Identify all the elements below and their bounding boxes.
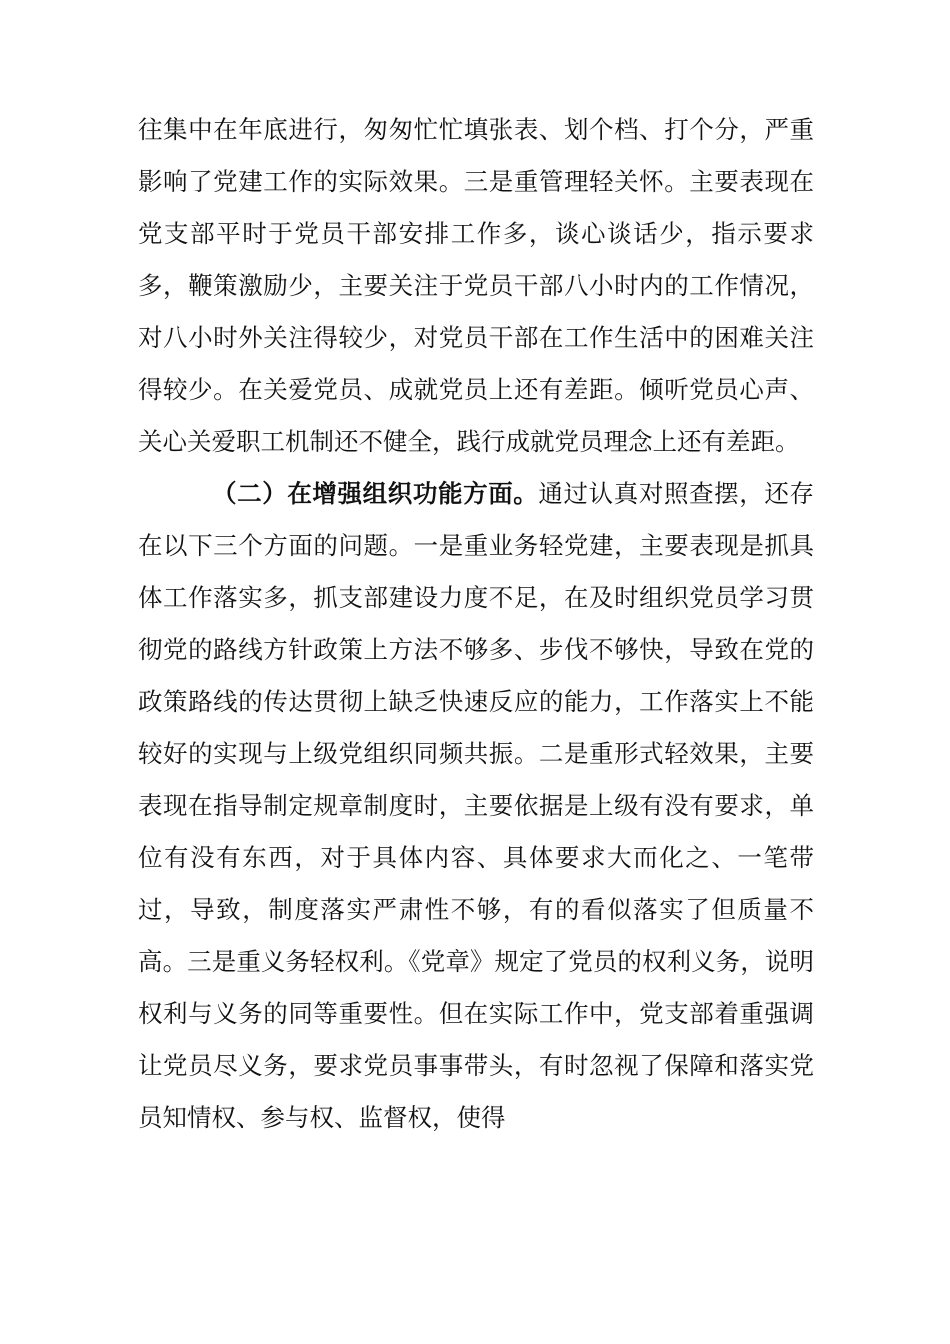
document-body xyxy=(138,104,814,1144)
section-heading: （二）在增强组织功能方面。 xyxy=(212,479,539,508)
paragraph-continuation: 往集中在年底进行，匆匆忙忙填张表、划个档、打个分，严重影响了党建工作的实际效果。三是重管理轻关怀。主要表现在党支部平时于党员干部安排工作多，谈心谈话少，指示要求多，鞭策激励少，主要关注于党员干部八小时内的工作情况，对八小时外关注得较少，对党员干部在工作生活中的困难关注得较少。在关爱党员、成就党员上还有差距。倾听党员心声、关心关爱职工机制还不健全，践行成就党员理念上还有差距。 xyxy=(138,115,814,456)
paragraph-body: 通过认真对照查摆，还存在以下三个方面的问题。一是重业务轻党建，主要表现是抓具体工作落实多，抓支部建设力度不足，在及时组织党员学习贯彻党的路线方针政策上方法不够多、步伐不够快，导致在党的政策路线的传达贯彻上缺乏快速反应的能力，工作落实上不能较好的实现与上级党组织同频共振。二是重形式轻效果，主要表现在指导制定规章制度时，主要依据是上级有没有要求，单位有没有东西，对于具体内容、具体要求大而化之、一笔带过，导致，制度落实严肃性不够，有的看似落实了但质量不高。三是重义务轻权利。《党章》规定了党员的权利义务，说明权利与义务的同等重要性。但在实际工作中，党支部着重强调让党员尽义务，要求党员事事带头，有时忽视了保障和落实党员知情权、参与权、监督权，使得 xyxy=(138,479,815,1132)
paragraph-organization-function xyxy=(138,468,814,1144)
